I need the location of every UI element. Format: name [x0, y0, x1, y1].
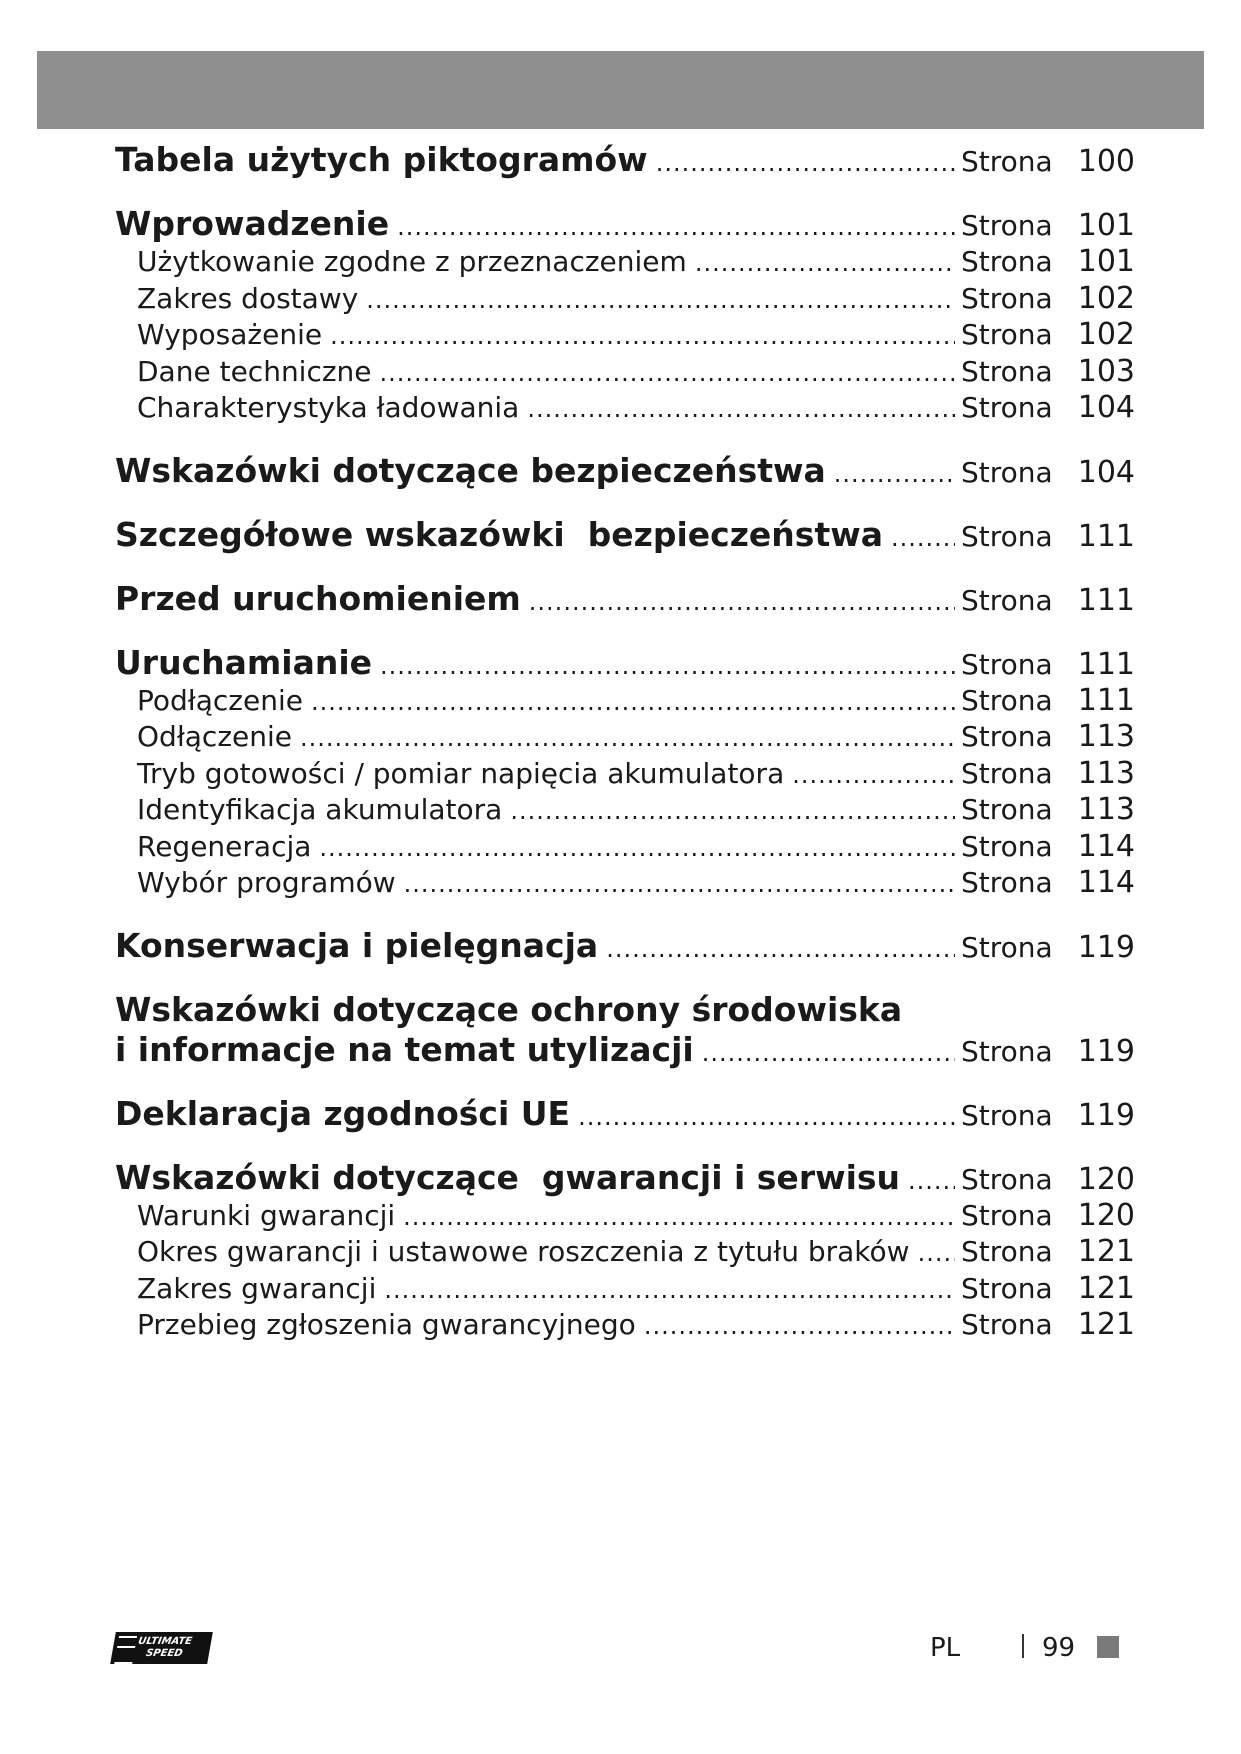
toc-subentry[interactable]	[115, 1307, 1135, 1344]
toc-leader-dots	[644, 1308, 955, 1345]
toc-title: Dane techniczne	[137, 354, 372, 388]
toc-page-label: Strona	[961, 866, 1053, 899]
toc-leader-dots	[908, 1161, 955, 1201]
toc-page-number: 113	[1077, 719, 1135, 754]
toc-page-number: 101	[1077, 244, 1135, 279]
page-marker-square-icon	[1097, 1636, 1119, 1658]
toc-page-number: 114	[1077, 828, 1135, 864]
toc-leader-dots	[529, 582, 955, 622]
toc-page-label: Strona	[961, 583, 1053, 617]
toc-page-number: 111	[1077, 518, 1135, 554]
toc-page-number: 111	[1077, 582, 1135, 618]
toc-page-number: 114	[1077, 865, 1135, 900]
toc-leader-dots	[311, 684, 955, 721]
toc-subentry[interactable]	[115, 354, 1135, 391]
toc-page-label: Strona	[961, 318, 1053, 351]
toc-entry-environment-line1: Wskazówki dotyczące ochrony środowiska	[115, 989, 903, 1029]
header-band	[37, 51, 1204, 129]
toc-subentry[interactable]	[115, 390, 1135, 427]
toc-title: Szczegółowe wskazówki bezpieczeństwa	[115, 514, 883, 554]
toc-page-number: 119	[1077, 1033, 1135, 1069]
toc-page-label: Strona	[961, 391, 1053, 424]
toc-page-number: 104	[1077, 454, 1135, 490]
toc-subentry[interactable]	[115, 756, 1135, 793]
toc-entry-intro[interactable]	[115, 204, 1135, 244]
toc-title: Użytkowanie zgodne z przeznaczeniem	[137, 245, 687, 278]
logo-text-line1: ULTIMATE	[137, 1636, 193, 1647]
toc-title: Podłączenie	[137, 683, 303, 717]
toc-title: Zakres gwarancji	[137, 1271, 377, 1305]
toc-title: Warunki gwarancji	[137, 1198, 396, 1232]
toc-entry-environment[interactable]	[115, 1030, 1135, 1070]
toc-entry-detailed-safety[interactable]	[115, 515, 1135, 555]
toc-leader-dots	[366, 282, 955, 319]
toc-title: Odłączenie	[137, 720, 292, 753]
toc-page-number: 103	[1077, 353, 1135, 389]
page-footer	[0, 1620, 1241, 1680]
toc-leader-dots	[606, 929, 955, 969]
toc-page-label: Strona	[961, 1198, 1053, 1232]
logo-speed-lines-icon	[114, 1636, 137, 1664]
toc-page-number: 104	[1077, 390, 1135, 425]
toc-title: Wskazówki dotyczące gwarancji i serwisu	[115, 1157, 901, 1197]
toc-page-number: 100	[1077, 144, 1135, 179]
toc-page-label: Strona	[961, 1098, 1053, 1132]
toc-subentry[interactable]	[115, 281, 1135, 318]
toc-subentry[interactable]	[115, 1198, 1135, 1235]
language-code: PL	[930, 1633, 961, 1663]
toc-leader-dots	[319, 830, 955, 867]
toc-title: Przed uruchomieniem	[115, 578, 521, 618]
toc-leader-dots	[404, 866, 955, 903]
toc-page-label: Strona	[961, 829, 1053, 863]
toc-title: Wybór programów	[137, 866, 396, 899]
toc-title: Tryb gotowości / pomiar napięcia akumulatora	[137, 756, 785, 790]
toc-page-label: Strona	[961, 1162, 1053, 1196]
toc-title: Charakterystyka ładowania	[137, 391, 520, 424]
toc-entry-startup[interactable]	[115, 643, 1135, 683]
toc-page-number: 113	[1077, 792, 1135, 827]
brand-logo	[110, 1632, 213, 1664]
toc-page-label: Strona	[961, 720, 1053, 753]
toc-title: Uruchamianie	[115, 642, 373, 682]
toc-page-number: 113	[1077, 755, 1135, 791]
toc-title: Okres gwarancji i ustawowe roszczenia z tytułu braków	[137, 1235, 910, 1268]
toc-page-label: Strona	[961, 647, 1053, 681]
toc-page-number: 111	[1077, 682, 1135, 718]
toc-subentry[interactable]	[115, 719, 1135, 756]
toc-leader-dots	[656, 143, 955, 183]
toc-page-number: 101	[1077, 208, 1135, 243]
toc-leader-dots	[403, 1199, 955, 1236]
toc-title: i informacje na temat utylizacji	[115, 1029, 694, 1069]
toc-page-label: Strona	[961, 1034, 1053, 1068]
toc-page-number: 102	[1077, 317, 1135, 352]
page-number: 99	[1042, 1633, 1076, 1663]
toc-page-label: Strona	[961, 209, 1053, 242]
toc-entry-declaration[interactable]	[115, 1094, 1135, 1134]
toc-page-label: Strona	[961, 281, 1053, 315]
toc-leader-dots	[330, 318, 955, 355]
toc-page-label: Strona	[961, 930, 1053, 964]
toc-title: Zakres dostawy	[137, 281, 359, 315]
toc-page-label: Strona	[961, 245, 1053, 278]
toc-page-number: 111	[1077, 646, 1135, 682]
footer-divider	[1022, 1634, 1024, 1658]
toc-page-number: 121	[1077, 1234, 1135, 1269]
toc-leader-dots	[527, 391, 955, 428]
toc-subentry[interactable]	[115, 683, 1135, 720]
toc-title: Regeneracja	[137, 829, 312, 863]
toc-title: Wyposażenie	[137, 318, 323, 351]
toc-entry-warranty[interactable]	[115, 1158, 1135, 1198]
logo-text-line2: SPEED	[145, 1648, 184, 1659]
toc-leader-dots	[578, 1097, 955, 1137]
toc-leader-dots	[702, 1033, 955, 1073]
table-of-contents	[115, 140, 1135, 1344]
toc-page-label: Strona	[961, 1271, 1053, 1305]
toc-title: Wprowadzenie	[115, 204, 390, 243]
toc-subentry[interactable]	[115, 865, 1135, 902]
toc-page-label: Strona	[961, 683, 1053, 717]
toc-leader-dots	[834, 454, 955, 494]
toc-page-label: Strona	[961, 793, 1053, 826]
toc-leader-dots	[695, 245, 955, 282]
toc-entry-maintenance[interactable]	[115, 926, 1135, 966]
toc-page-label: Strona	[961, 756, 1053, 790]
toc-page-label: Strona	[961, 455, 1053, 489]
toc-entry-safety[interactable]	[115, 451, 1135, 491]
toc-leader-dots	[891, 518, 955, 558]
toc-page-number: 102	[1077, 280, 1135, 316]
toc-leader-dots	[384, 1272, 955, 1309]
toc-leader-dots	[792, 757, 955, 794]
toc-page-number: 119	[1077, 1097, 1135, 1133]
toc-leader-dots	[380, 646, 955, 686]
toc-page-number: 121	[1077, 1270, 1135, 1306]
toc-subentry[interactable]	[115, 317, 1135, 354]
toc-title: Tabela użytych piktogramów	[115, 140, 648, 179]
toc-subentry[interactable]	[115, 792, 1135, 829]
toc-subentry[interactable]	[115, 1234, 1135, 1271]
toc-page-label: Strona	[961, 1308, 1053, 1341]
toc-title: Deklaracja zgodności UE	[115, 1093, 571, 1133]
toc-page-label: Strona	[961, 1235, 1053, 1268]
toc-title: Wskazówki dotyczące bezpieczeństwa	[115, 450, 826, 490]
toc-subentry[interactable]	[115, 244, 1135, 281]
toc-leader-dots	[918, 1235, 955, 1272]
toc-page-label: Strona	[961, 519, 1053, 553]
toc-title: Konserwacja i pielęgnacja	[115, 925, 599, 965]
toc-leader-dots	[380, 355, 955, 392]
toc-entry-pictograms[interactable]	[115, 140, 1135, 180]
toc-page-number: 119	[1077, 929, 1135, 965]
toc-subentry[interactable]	[115, 1271, 1135, 1308]
toc-page-number: 120	[1077, 1161, 1135, 1197]
toc-title: Identyfikacja akumulatora	[137, 793, 503, 826]
toc-page-label: Strona	[961, 145, 1053, 178]
toc-title: Przebieg zgłoszenia gwarancyjnego	[137, 1308, 636, 1341]
toc-leader-dots	[300, 720, 955, 757]
toc-entry-before-use[interactable]	[115, 579, 1135, 619]
toc-subentry[interactable]	[115, 829, 1135, 866]
toc-page-number: 120	[1077, 1197, 1135, 1233]
toc-page-label: Strona	[961, 354, 1053, 388]
toc-leader-dots	[510, 793, 955, 830]
toc-page-number: 121	[1077, 1307, 1135, 1342]
toc-leader-dots	[397, 207, 955, 247]
